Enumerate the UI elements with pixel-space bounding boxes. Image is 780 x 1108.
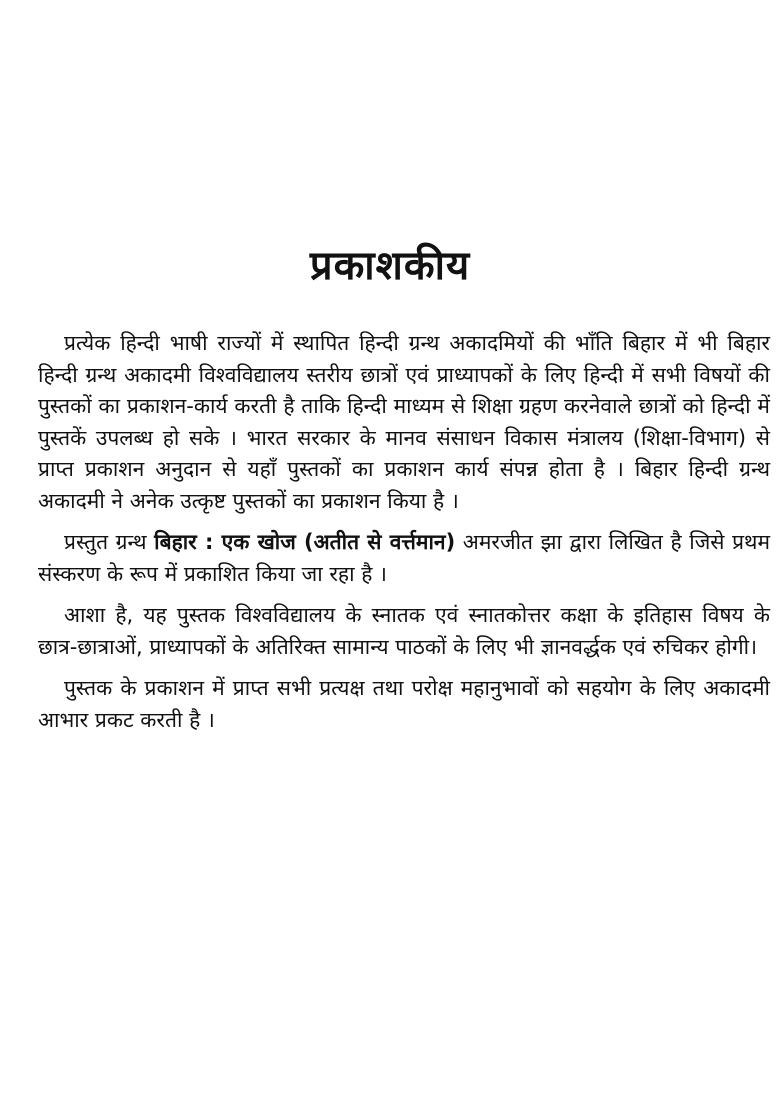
paragraph-book-info xyxy=(38,527,770,590)
paragraph-hope: आशा है, यह पुस्तक विश्वविद्यालय के स्नातक एवं स्नातकोत्तर कक्षा के इतिहास विषय के छात्र-छात्राओं, प्राध्यापकों के अतिरिक्त सामान्य पाठकों के लिए भी ज्ञानवर्द्धक एवं रुचिकर होगी। xyxy=(38,603,770,659)
book-info-prefix: प्रस्तुत ग्रन्थ xyxy=(64,530,155,554)
book-title: बिहार : एक खोज (अतीत से वर्त्तमान) xyxy=(154,530,456,554)
paragraph-intro: प्रत्येक हिन्दी भाषी राज्यों में स्थापित हिन्दी ग्रन्थ अकादमियों की भाँति बिहार में भी बिहार हिन्दी ग्रन्थ अकादमी विश्वविद्यालय स्तरीय छात्रों एवं प्राध्यापकों के लिए हिन्दी में सभी विषयों की पुस्तकों का प्रकाशन-कार्य करती है ताकि हिन्दी माध्यम से शिक्षा ग्रहण करनेवाले छात्रों को हिन्दी में पुस्तकें उपलब्ध हो सके । भारत सरकार के मानव संसाधन विकास मंत्रालय (शिक्षा-विभाग) से प्राप्त प्रकाशन अनुदान से यहाँ पुस्तकों का प्रकाशन कार्य संपन्न होता है । बिहार हिन्दी ग्रन्थ अकादमी ने अनेक उत्कृष्ट पुस्तकों का प्रकाशन किया है । xyxy=(38,331,770,513)
paragraph-thanks: पुस्तक के प्रकाशन में प्राप्त सभी प्रत्यक्ष तथा परोक्ष महानुभावों को सहयोग के लिए अकादमी आभार प्रकट करती है । xyxy=(38,676,770,732)
page-title: प्रकाशकीय xyxy=(309,243,471,289)
document-body xyxy=(38,328,770,746)
book-info-suffix: अमरजीत झा द्वारा लिखित है जिसे प्रथम संस्करण के रूप में प्रकाशित किया जा रहा है । xyxy=(38,530,771,586)
